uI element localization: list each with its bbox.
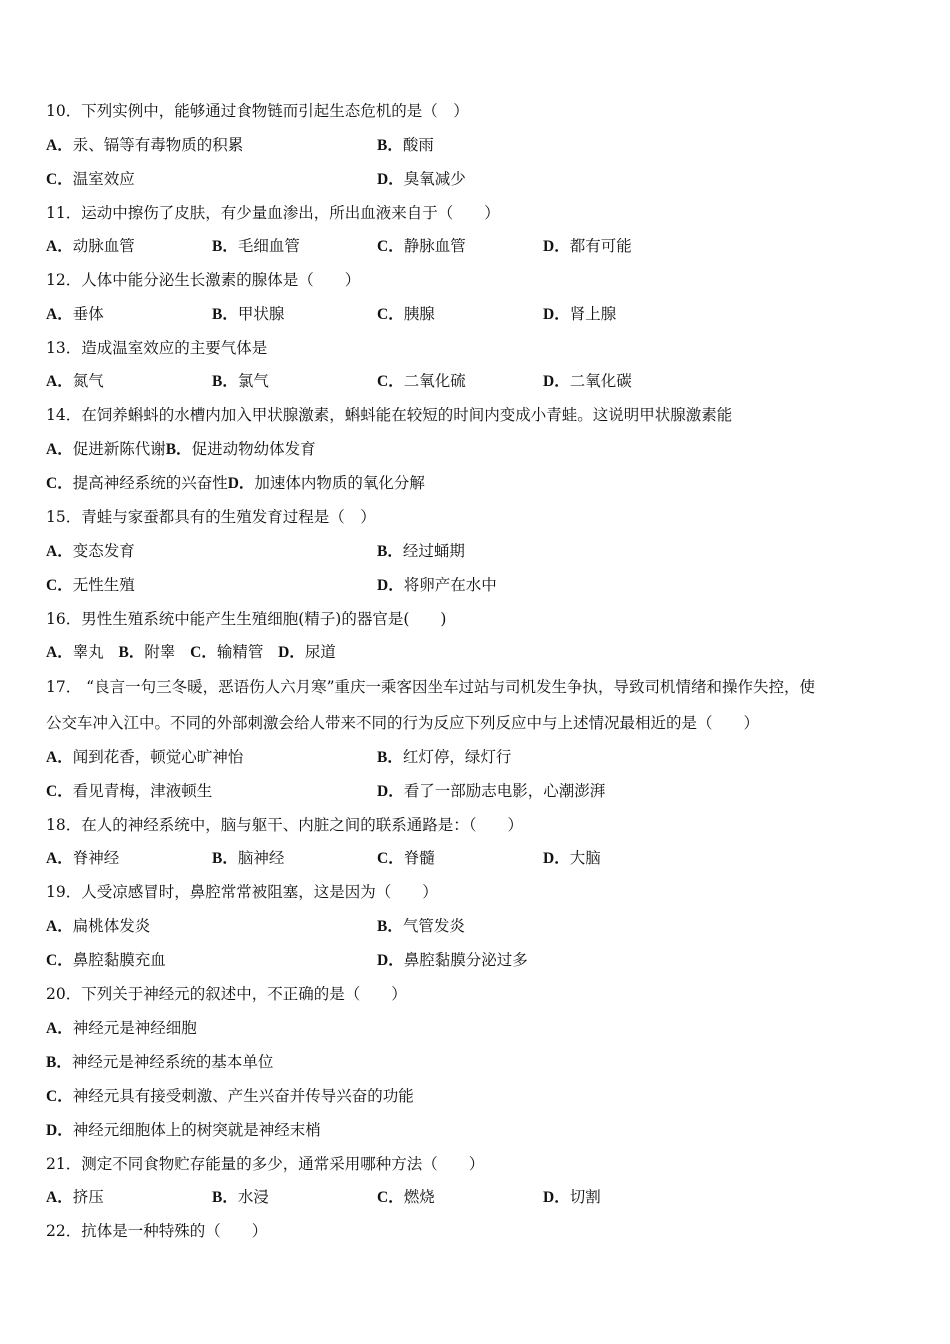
option-label: B．	[165, 441, 192, 458]
option-b	[212, 1187, 269, 1208]
question-text: 人体中能分泌生长激素的腺体是（ ）	[81, 271, 361, 289]
option-d	[543, 848, 601, 869]
question-text: 抗体是一种特殊的（ ）	[81, 1222, 268, 1240]
question-10-stem	[46, 101, 469, 121]
option-label: A．	[46, 644, 73, 661]
option-text: 氯气	[237, 372, 269, 390]
option-label: B．	[377, 918, 403, 935]
question-number: 22．	[46, 1222, 82, 1240]
option-text: 脊髓	[403, 849, 435, 867]
option-text: 红灯停，绿灯行	[402, 748, 512, 766]
option-label: D．	[377, 952, 404, 969]
question-21-stem	[46, 1154, 484, 1174]
option-b	[377, 541, 465, 562]
option-text: 促进动物幼体发育	[191, 440, 316, 458]
option-label: D．	[377, 783, 404, 800]
question-text: 造成温室效应的主要气体是	[81, 339, 268, 357]
option-d	[543, 1187, 601, 1208]
option-d	[377, 781, 605, 802]
option-label: B．	[212, 1189, 238, 1206]
option-text: 臭氧减少	[403, 170, 466, 188]
option-label: C．	[46, 1088, 73, 1105]
option-text: 将卵产在水中	[403, 576, 497, 594]
question-number: 13．	[46, 339, 82, 357]
option-label: C．	[46, 952, 73, 969]
option-text: 胰腺	[403, 305, 435, 323]
option-label: D．	[46, 1122, 73, 1139]
option-b	[212, 236, 300, 257]
option-b	[377, 916, 465, 937]
option-b	[212, 371, 269, 392]
question-number: 10．	[46, 102, 82, 120]
question-text: “良言一句三冬暖，恶语伤人六月寒”重庆一乘客因坐车过站与司机发生争执，导致司机情绪和操作失控，使	[86, 678, 816, 696]
option-label: D．	[377, 171, 404, 188]
question-text: 在人的神经系统中，脑与躯干、内脏之间的联系通路是：（ ）	[81, 816, 523, 834]
option-label: B．	[377, 543, 403, 560]
option-row-ab	[46, 439, 316, 460]
question-15-stem	[46, 507, 376, 527]
question-number: 20．	[46, 985, 82, 1003]
option-label: D．	[543, 1189, 570, 1206]
option-text: 变态发育	[72, 542, 135, 560]
option-c	[377, 1187, 435, 1208]
question-number: 11．	[46, 204, 82, 222]
option-label: C．	[377, 238, 404, 255]
option-text: 切割	[569, 1188, 601, 1206]
question-text: 测定不同食物贮存能量的多少，通常采用哪种方法（ ）	[81, 1155, 485, 1173]
question-text: 人受凉感冒时，鼻腔常常被阻塞，这是因为（ ）	[81, 883, 438, 901]
option-a	[46, 135, 243, 156]
option-a	[46, 848, 119, 869]
option-label: B．	[212, 238, 238, 255]
option-text: 加速体内物质的氧化分解	[254, 474, 425, 492]
option-a	[46, 541, 135, 562]
question-text: 公交车冲入江中。不同的外部刺激会给人带来不同的行为反应下列反应中与上述情况最相近的是（ ）	[46, 714, 760, 732]
option-text: 都有可能	[569, 237, 632, 255]
option-text: 二氧化硫	[403, 372, 466, 390]
question-16-stem	[46, 609, 446, 629]
question-20-stem	[46, 984, 407, 1004]
option-text: 肾上腺	[569, 305, 617, 323]
option-text: 看了一部励志电影，心潮澎湃	[403, 782, 606, 800]
option-label: C．	[190, 644, 217, 661]
option-c	[46, 950, 166, 971]
option-d	[377, 950, 528, 971]
option-text: 甲状腺	[237, 305, 285, 323]
option-b	[377, 747, 511, 768]
option-label: C．	[46, 171, 73, 188]
option-c	[46, 575, 135, 596]
option-text: 静脉血管	[403, 237, 466, 255]
option-b	[212, 848, 284, 869]
option-c	[377, 304, 435, 325]
question-number: 15．	[46, 508, 82, 526]
option-label: B．	[212, 306, 238, 323]
option-text: 神经元细胞体上的树突就是神经末梢	[72, 1121, 321, 1139]
option-d	[46, 1120, 321, 1141]
option-text: 提高神经系统的兴奋性	[72, 474, 228, 492]
option-row-cd	[46, 473, 425, 494]
option-b	[46, 1052, 273, 1073]
option-text: 神经元具有接受刺激、产生兴奋并传导兴奋的功能	[72, 1087, 414, 1105]
option-label: A．	[46, 1189, 73, 1206]
option-text: 脑神经	[237, 849, 285, 867]
option-text: 附睾	[144, 643, 176, 661]
option-label: D．	[377, 577, 404, 594]
option-label: A．	[46, 373, 73, 390]
option-label: B．	[212, 850, 238, 867]
option-text: 扁桃体发炎	[72, 917, 151, 935]
question-17-stem	[46, 677, 815, 697]
question-number: 17．	[46, 678, 82, 696]
question-number: 18．	[46, 816, 82, 834]
option-label: A．	[46, 441, 73, 458]
option-label: D．	[227, 475, 255, 492]
option-text: 闻到花香，顿觉心旷神怡	[72, 748, 244, 766]
option-b	[212, 304, 284, 325]
option-label: D．	[543, 373, 570, 390]
question-number: 19．	[46, 883, 82, 901]
option-label: C．	[377, 373, 404, 390]
question-text: 运动中擦伤了皮肤，有少量血渗出，所出血液来自于（ ）	[81, 204, 500, 222]
option-text: 气管发炎	[402, 917, 465, 935]
option-a	[46, 916, 150, 937]
option-a	[46, 371, 104, 392]
option-label: A．	[46, 306, 73, 323]
question-number: 12．	[46, 271, 82, 289]
option-label: C．	[377, 850, 404, 867]
question-text: 在饲养蝌蚪的水槽内加入甲状腺激素，蝌蚪能在较短的时间内变成小青蛙。这说明甲状腺激素能	[81, 406, 733, 424]
option-text: 输精管	[216, 643, 264, 661]
option-label: A．	[46, 238, 73, 255]
option-text: 温室效应	[72, 170, 135, 188]
question-12-stem	[46, 270, 360, 290]
option-d	[377, 575, 497, 596]
option-text: 毛细血管	[237, 237, 300, 255]
option-text: 无性生殖	[72, 576, 135, 594]
option-text: 经过蛹期	[402, 542, 465, 560]
option-text: 尿道	[304, 643, 336, 661]
option-d	[543, 236, 632, 257]
option-text: 鼻腔黏膜分泌过多	[403, 951, 528, 969]
question-text: 下列关于神经元的叙述中，不正确的是（ ）	[81, 985, 407, 1003]
option-text: 神经元是神经细胞	[72, 1019, 197, 1037]
question-13-stem	[46, 338, 267, 358]
option-row	[46, 642, 336, 663]
question-text: 男性生殖系统中能产生生殖细胞(精子)的器官是( )	[81, 610, 447, 628]
option-label: D．	[543, 306, 570, 323]
question-number: 16．	[46, 610, 82, 628]
option-a	[46, 236, 135, 257]
option-label: A．	[46, 850, 73, 867]
option-d	[543, 304, 616, 325]
option-label: D．	[543, 850, 570, 867]
option-label: B．	[377, 749, 403, 766]
option-label: C．	[377, 306, 404, 323]
question-text: 下列实例中，能够通过食物链而引起生态危机的是（ ）	[81, 102, 469, 120]
option-c	[377, 848, 435, 869]
option-label: D．	[543, 238, 570, 255]
option-text: 汞、镉等有毒物质的积累	[72, 136, 244, 154]
option-label: B．	[212, 373, 238, 390]
option-text: 挤压	[72, 1188, 104, 1206]
option-a	[46, 304, 104, 325]
option-label: C．	[377, 1189, 404, 1206]
option-a	[46, 747, 243, 768]
option-c	[46, 781, 212, 802]
option-label: C．	[46, 783, 73, 800]
option-text: 垂体	[72, 305, 104, 323]
option-c	[377, 371, 466, 392]
question-number: 14．	[46, 406, 82, 424]
option-text: 动脉血管	[72, 237, 135, 255]
option-text: 氮气	[72, 372, 104, 390]
question-18-stem	[46, 815, 523, 835]
question-17-stem-continued	[46, 713, 759, 733]
option-text: 大脑	[569, 849, 601, 867]
option-text: 促进新陈代谢	[72, 440, 166, 458]
option-label: A．	[46, 749, 73, 766]
option-text: 脊神经	[72, 849, 120, 867]
option-c	[46, 169, 135, 190]
option-text: 鼻腔黏膜充血	[72, 951, 166, 969]
question-number: 21．	[46, 1155, 82, 1173]
question-11-stem	[46, 203, 500, 223]
option-label: A．	[46, 1020, 73, 1037]
option-label: B．	[118, 644, 145, 661]
option-label: A．	[46, 543, 73, 560]
option-label: B．	[46, 1054, 72, 1071]
option-c	[377, 236, 466, 257]
option-text: 睾丸	[72, 643, 104, 661]
question-text: 青蛙与家蚕都具有的生殖发育过程是（ ）	[81, 508, 376, 526]
option-text: 水浸	[237, 1188, 269, 1206]
option-b	[377, 135, 434, 156]
option-label: A．	[46, 137, 73, 154]
option-label: C．	[46, 475, 73, 492]
option-a	[46, 1018, 197, 1039]
option-text: 看见青梅，津液顿生	[72, 782, 213, 800]
option-label: C．	[46, 577, 73, 594]
question-22-stem	[46, 1221, 267, 1241]
option-label: D．	[278, 644, 305, 661]
option-d	[377, 169, 466, 190]
option-d	[543, 371, 632, 392]
option-label: A．	[46, 918, 73, 935]
option-text: 神经元是神经系统的基本单位	[71, 1053, 274, 1071]
question-14-stem	[46, 405, 732, 425]
option-text: 燃烧	[403, 1188, 435, 1206]
option-text: 二氧化碳	[569, 372, 632, 390]
option-text: 酸雨	[402, 136, 434, 154]
question-19-stem	[46, 882, 438, 902]
option-c	[46, 1086, 414, 1107]
option-label: B．	[377, 137, 403, 154]
option-a	[46, 1187, 104, 1208]
